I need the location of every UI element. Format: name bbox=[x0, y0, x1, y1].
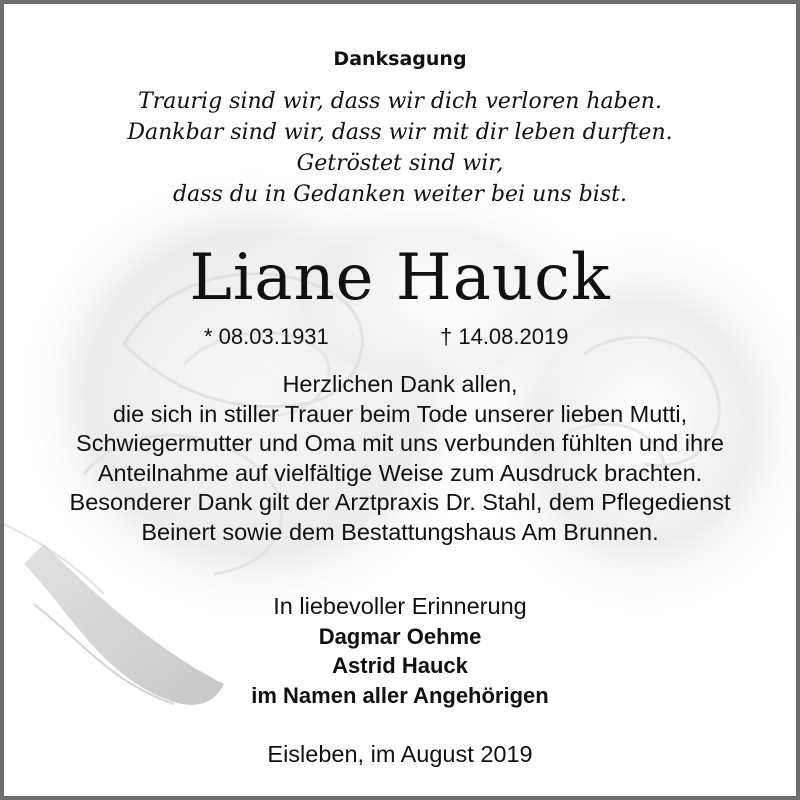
obituary-content bbox=[4, 4, 796, 796]
heading: Danksagung bbox=[333, 48, 467, 70]
thanks-line: Schwiegermutter und Oma mit uns verbunden fühlten und ihre bbox=[76, 430, 724, 456]
signoff bbox=[4, 592, 796, 710]
poem bbox=[4, 86, 796, 210]
thanks-line: Beinert sowie dem Bestattungshaus Am Brunnen. bbox=[141, 518, 659, 545]
signoff-name: Dagmar Oehme bbox=[318, 623, 482, 649]
thanks-line: Herzlichen Dank allen, bbox=[282, 371, 518, 397]
thanks-text bbox=[4, 370, 796, 547]
poem-line: Dankbar sind wir, dass wir mit dir leben durften. bbox=[127, 120, 673, 145]
deceased-name: Liane Hauck bbox=[189, 241, 611, 315]
death-date: † 14.08.2019 bbox=[440, 324, 569, 349]
poem-line: Getröstet sind wir, bbox=[296, 151, 504, 176]
place-date: Eisleben, im August 2019 bbox=[267, 741, 533, 767]
signoff-intro: In liebevoller Erinnerung bbox=[273, 593, 527, 619]
thanks-line: die sich in stiller Trauer beim Tode unserer lieben Mutti, bbox=[112, 400, 688, 427]
signoff-name: Astrid Hauck bbox=[332, 653, 468, 678]
signoff-name: im Namen aller Angehörigen bbox=[251, 682, 549, 708]
poem-line: dass du in Gedanken weiter bei uns bist. bbox=[173, 182, 627, 207]
birth-date: * 08.03.1931 bbox=[204, 324, 329, 349]
thanks-line: Besonderer Dank gilt der Arztpraxis Dr. Stahl, dem Pflegedienst bbox=[69, 489, 731, 515]
thanks-line: Anteilnahme auf vielfältige Weise zum Ausdruck brachten. bbox=[97, 459, 703, 486]
life-dates bbox=[4, 320, 796, 354]
poem-line: Traurig sind wir, dass wir dich verloren haben. bbox=[138, 89, 662, 114]
